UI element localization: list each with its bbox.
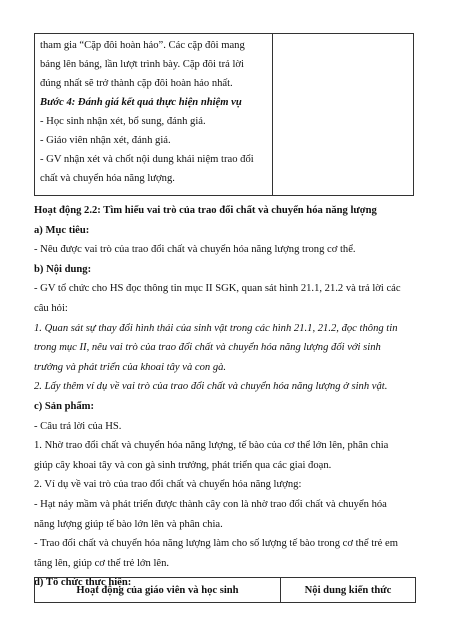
- section-c-line: tăng lên, giúp cơ thể trẻ lớn lên.: [34, 557, 170, 569]
- teacher-student-activity-cell: [35, 34, 273, 196]
- knowledge-content-cell: [273, 34, 414, 196]
- step4-item: chất và chuyển hóa năng lượng.: [40, 173, 175, 184]
- step4-item: - GV nhận xét và chốt nội dung khái niệm trao đổi: [40, 154, 254, 165]
- section-d-heading: d) Tổ chức thực hiện:: [34, 577, 132, 589]
- section-c-line: 1. Nhờ trao đổi chất và chuyển hóa năng lượng, tế bào của cơ thể lớn lên, phân chia: [34, 440, 389, 452]
- column-header-content: Nội dung kiến thức: [281, 578, 416, 603]
- section-b-line: câu hỏi:: [34, 302, 68, 314]
- section-c-line: giúp cây khoai tây và con gà sinh trưởng, phát triển qua các giai đoạn.: [34, 459, 332, 471]
- section-b-heading: b) Nội dung:: [34, 263, 92, 275]
- section-c-line: - Hạt nảy mầm và phát triển được thành cây con là nhờ trao đổi chất và chuyển hóa: [34, 498, 387, 510]
- section-c-line: 2. Ví dụ về vai trò của trao đổi chất và chuyển hóa năng lượng:: [34, 479, 302, 491]
- text-line: đúng nhất sẽ trở thành cặp đôi hoàn hảo nhất.: [40, 78, 233, 89]
- column-header-activity: Hoạt động của giáo viên và học sinh: [35, 578, 281, 603]
- section-a-text: - Nêu được vai trò của trao đổi chất và chuyển hóa năng lượng trong cơ thể.: [34, 244, 356, 256]
- section-c-line: - Trao đổi chất và chuyển hóa năng lượng làm cho số lượng tế bào trong cơ thể trẻ em: [34, 538, 398, 550]
- section-b-line: - GV tổ chức cho HS đọc thông tin mục II SGK, quan sát hình 21.1, 21.2 và trả lời các: [34, 283, 401, 295]
- text-line: tham gia “Cặp đôi hoàn hảo”. Các cặp đôi mang: [40, 40, 245, 51]
- continuation-table: [34, 33, 414, 196]
- question-line: trưởng và phát triển của khoai tây và con gà.: [34, 361, 227, 373]
- section-c-line: năng lượng giúp tế bào lớn lên và phân chia.: [34, 518, 223, 530]
- text-line: bảng lên bảng, lần lượt trình bày. Cặp đôi trả lời: [40, 59, 244, 70]
- section-c-heading: c) Sản phẩm:: [34, 400, 95, 412]
- step4-heading: Bước 4: Đánh giá kết quả thực hiện nhiệm vụ: [40, 97, 242, 108]
- question-line: trong mục II, nêu vai trò của trao đổi chất và chuyển hóa năng lượng đối với sinh: [34, 342, 381, 354]
- section-a-heading: a) Mục tiêu:: [34, 224, 90, 236]
- activity-title: Hoạt động 2.2: Tìm hiểu vai trò của trao đổi chất và chuyển hóa năng lượng: [34, 205, 377, 216]
- question-line: 1. Quan sát sự thay đổi hình thái của sinh vật trong các hình 21.1, 21.2, đọc thông tin: [34, 322, 398, 334]
- section-c-line: - Câu trả lời của HS.: [34, 420, 122, 432]
- step4-item: - Học sinh nhận xét, bổ sung, đánh giá.: [40, 116, 206, 127]
- step4-item: - Giáo viên nhận xét, đánh giá.: [40, 135, 171, 146]
- document-body: [34, 201, 414, 593]
- question-line: 2. Lấy thêm ví dụ về vai trò của trao đổi chất và chuyển hóa năng lượng ở sinh vật.: [34, 381, 388, 393]
- activity-table-header: [34, 577, 416, 603]
